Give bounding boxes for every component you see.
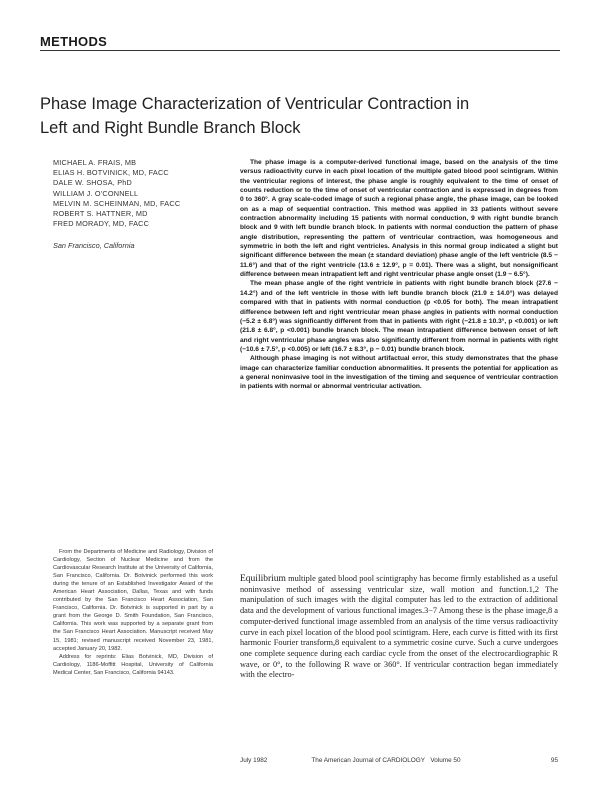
footer-page-number: 95 bbox=[550, 757, 558, 764]
author-location: San Francisco, California bbox=[53, 241, 135, 250]
article-title bbox=[40, 92, 560, 140]
abstract bbox=[240, 158, 558, 392]
title-line: Left and Right Bundle Branch Block bbox=[40, 119, 301, 137]
author: ELIAS H. BOTVINICK, MD, FACC bbox=[53, 168, 169, 178]
body-text bbox=[240, 574, 558, 681]
body-first-word: Equilibrium bbox=[240, 574, 286, 584]
author: MICHAEL A. FRAIS, MB bbox=[53, 158, 137, 167]
author: FRED MORADY, MD, FACC bbox=[53, 219, 150, 229]
heading-rule bbox=[40, 50, 560, 51]
title-line: Phase Image Characterization of Ventricular Contraction in bbox=[40, 95, 470, 113]
abstract-paragraph: Although phase imaging is not without artifactual error, this study demonstrates that the phase image can characterize familiar conduction abnormalities. It presents the potential for application as a general noninvasive tool in the investigation of the timing and sequence of ventricular contraction in patients with normal or abnormal ventricular activation. bbox=[240, 355, 558, 391]
affiliation-footnote bbox=[53, 548, 213, 677]
author: WILLIAM J. O'CONNELL bbox=[53, 188, 139, 198]
footer-volume: Volume 50 bbox=[430, 757, 461, 764]
abstract-paragraph: The phase image is a computer-derived functional image, based on the analysis of the time versus radioactivity curve in each pixel location of the multiple gated blood pool scintigram. Within the ventricular regions of interest, the phase angle is roughly equivalent to the time of onset of counts reduction or to the time of onset of ventricular contraction and is expressed in degrees from 0 to 360°. A gray scale-coded image of such a regional phase angle, the phase image, can be looked on as a map of sequential contraction. This method was applied in 33 patients without severe contraction abnormality including 15 patients with normal conduction, 9 with right bundle branch block and 9 with left bundle branch block. In patients with normal conduction the pattern of phase angle distribution, representing the pattern of ventricular contraction, was homogeneous and symmetric in both the left and right ventricles. Analysis in this normal group indicated a slight but significant difference between the mean (± standard deviation) phase angle of the left ventricle (8.5 − 11.6°) and that of the right ventricle (13.6 ± 12.9°, p = 0.01). There was a slight, but nonsignificant difference between mean intrapatient left and right ventricular phase angle onset (1.9 − 6.5°). bbox=[240, 159, 558, 279]
page-footer bbox=[240, 757, 558, 764]
footer-date: July 1982 bbox=[240, 757, 268, 764]
author: ROBERT S. HATTNER, MD bbox=[53, 209, 148, 219]
section-heading: METHODS bbox=[40, 34, 108, 49]
footnote-paragraph: Address for reprints: Elias Botvinick, MD, Division of Cardiology, 1186-Moffitt Hospital, University of California Medical Center, San Francisco, California 94143. bbox=[53, 653, 213, 676]
abstract-paragraph: The mean phase angle of the right ventricle in patients with right bundle branch block (27.6 − 14.2°) and of the left ventricle in those with left bundle branch block (21.9 ± 14.0°) was delayed compared with that in patients with normal conduction (p <0.05 for both). The mean intrapatient difference between left and right ventricular mean phase angles in patients with normal conduction (−5.2 ± 6.8°) was significantly different from that in patients with right (−21.8 ± 10.3°, p <0.001) or left (21.8 ± 6.8°, p <0.001) bundle branch block. The mean intrapatient difference between onset of left and right ventricular phase angles was also significantly different from normal in patients with right (−10.6 ± 7.5°, p <0.005) or left (16.7 ± 8.3°, p − 0.01) bundle branch block. bbox=[240, 280, 558, 353]
footer-journal bbox=[267, 757, 551, 764]
footer-journal-name: The American Journal of CARDIOLOGY bbox=[311, 757, 426, 764]
footnote-paragraph: From the Departments of Medicine and Radiology, Division of Cardiology, Section of Nuclear Medicine and from the Cardiovascular Research Institute at the University of California, San Francisco, California. Dr. Botvinick performed this work during the tenure of an Established Investigator Award of the American Heart Association, Dallas, Texas and with funds contributed by the San Francisco Heart Association, San Francisco, California. Dr. Botvinick is supported in part by a grant from the George D. Smith Foundation, San Francisco, California. This work was supported by a separate grant from the San Francisco Heart Association. Manuscript received May 15, 1981; revised manuscript received November 23, 1981, accepted January 20, 1982. bbox=[53, 549, 213, 652]
author-list bbox=[53, 158, 228, 229]
body-paragraph bbox=[240, 574, 558, 681]
body-paragraph-text: multiple gated blood pool scintigraphy has become firmly established as a useful noninvasive method of assessing ventricular size, wall motion and function.1,2 The manipulation of such images with the digital computer has led to the extraction of additional data and the development of various functional images.3−7 Among these is the phase image,8 a computer-derived functional image assembled from an analysis of the time versus radioactivity curve in each pixel location of the blood pool scintigram. Here, each curve is fitted with its first harmonic Fourier transform,8 equivalent to a symmetric cosine curve. Such a curve undergoes one complete sequence during each cardiac cycle from the onset of the electrocardiographic R wave, or 0°, to the following R wave or 360°. If ventricular contraction began immediately with the electro- bbox=[240, 574, 558, 680]
author: DALE W. SHOSA, PhD bbox=[53, 178, 133, 188]
author: MELVIN M. SCHEINMAN, MD, FACC bbox=[53, 198, 181, 208]
